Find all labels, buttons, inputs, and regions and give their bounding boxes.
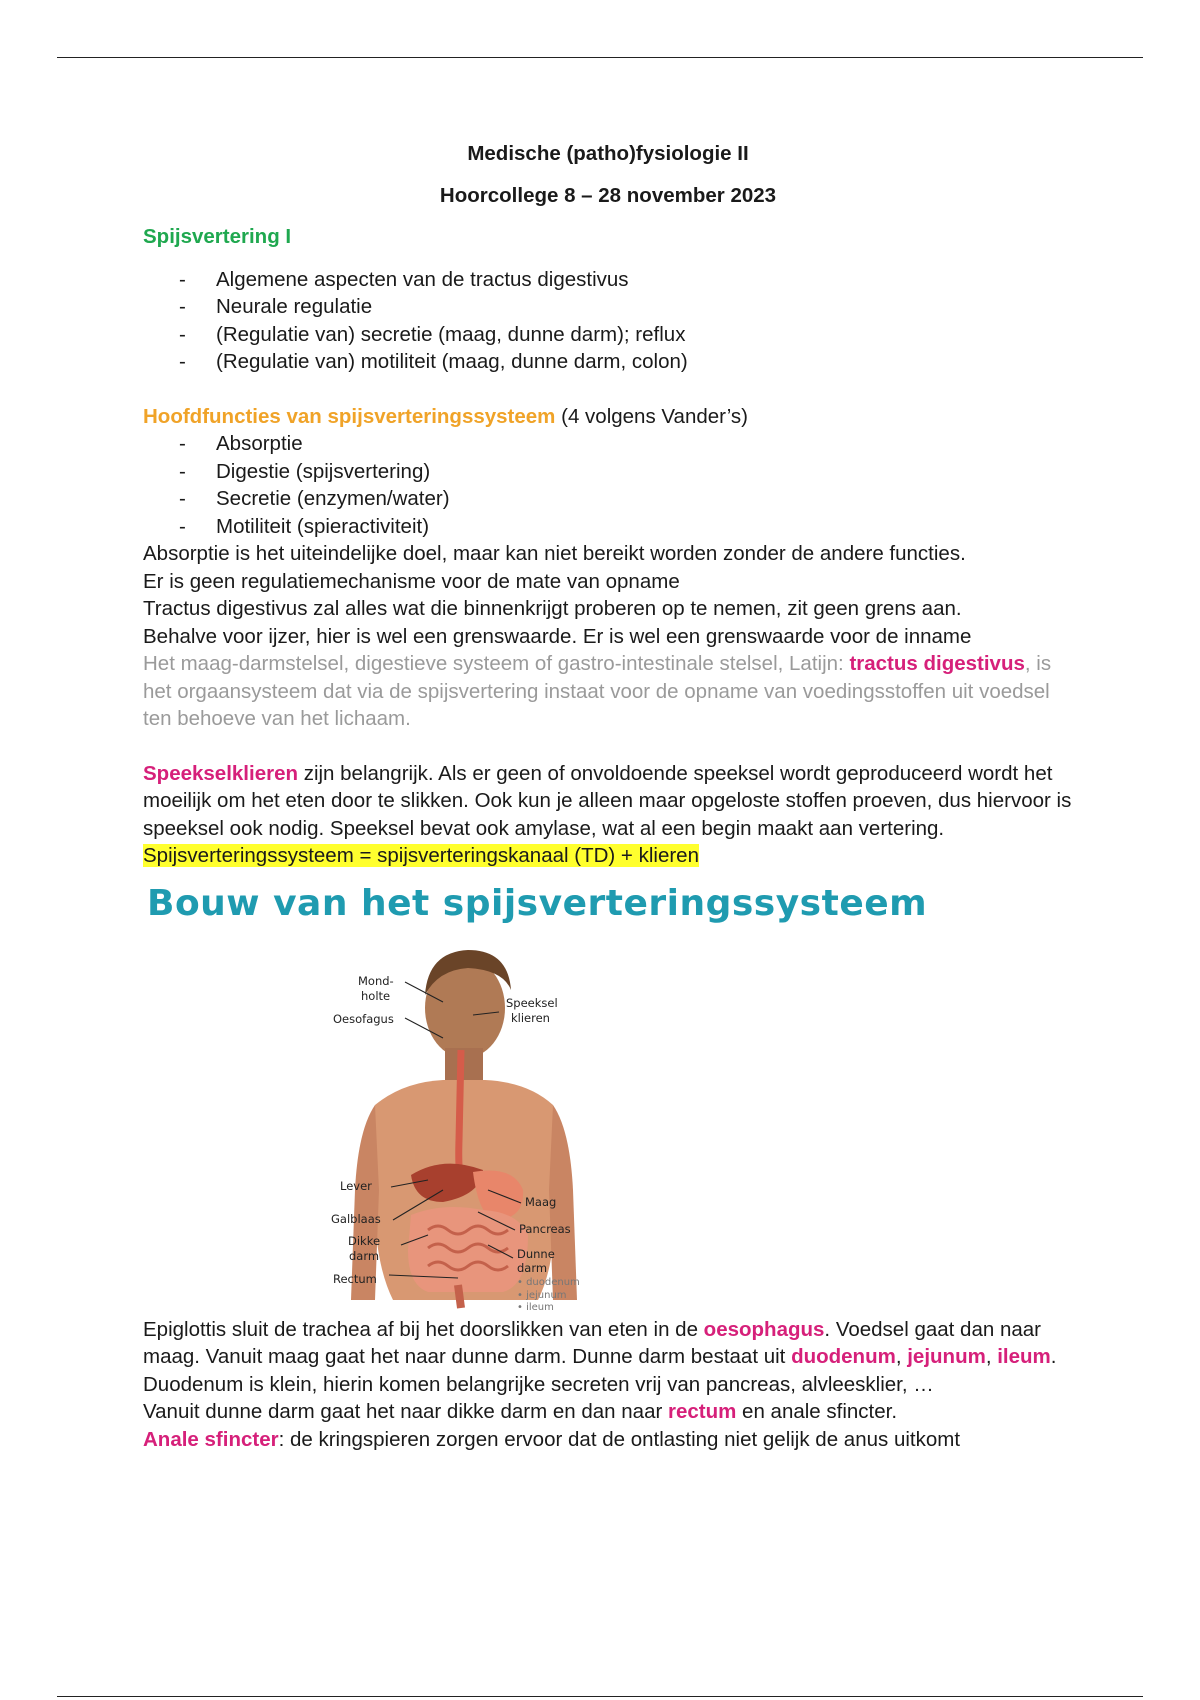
highlighted-text: Spijsverteringssysteem = spijsverteringskanaal (TD) + klieren [143,844,699,867]
paragraph-text: : de kringspieren zorgen ervoor dat de ontlasting niet gelijk de anus uitkomt [278,1427,961,1451]
section-heading-spijsvertering: Spijsvertering I [143,225,292,248]
document-title: Medische (patho)fysiologie II [467,142,749,165]
definition-text: Het maag-darmstelsel, digestieve systeem of gastro-intestinale stelsel, Latijn: [143,652,850,675]
label-galblaas: Galblaas [331,1211,381,1226]
anatomy-figure [143,882,1063,1310]
term-anale-sfincter: Anale sfincter [143,1427,279,1451]
topic-list [143,266,1073,376]
label-oesofagus: Oesofagus [333,1011,394,1026]
definition-text: , is het orgaansysteem dat via de spijsvertering instaat voor de opname van voedingsstoffen uit voedsel ten behoeve van het lichaam. [143,652,1052,730]
list-item: - Motiliteit (spieractiviteit) [143,513,1073,541]
paragraph-text: zijn belangrijk. Als er geen of onvoldoende speeksel wordt geproduceerd wordt het moeilijk om het eten door te slikken. Ook kun je alleen maar opgeloste stoffen proeven, dus hiervoor is speeksel ook nodig. Speeksel bevat ook amylase, wat al een begin maakt aan vertering. [143,761,1072,840]
speekselklieren-paragraph [143,760,1073,843]
list-item: - Secretie (enzymen/water) [143,485,1073,513]
term-duodenum: duodenum [791,1345,896,1368]
paragraph-text: en anale sfincter. [736,1400,898,1423]
text-line: Er is geen regulatiemechanisme voor de mate van opname [143,569,680,593]
term-ileum: ileum [997,1345,1051,1368]
list-item: - Algemene aspecten van de tractus digestivus [143,266,1073,294]
label-speekselklieren: Speeksel [506,995,558,1010]
heading-suffix: (4 volgens Vander’s) [555,404,748,428]
label-speekselklieren: klieren [511,1010,550,1025]
text-line: Behalve voor ijzer, hier is wel een grenswaarde. Er is wel een grenswaarde voor de inname [143,624,972,648]
bottom-rule [57,1696,1143,1697]
label-lever: Lever [340,1178,372,1193]
label-duodenum: • duodenum [517,1276,580,1288]
label-mondholte: holte [361,988,391,1003]
paragraph-text: . Duodenum is klein, hierin komen belangrijke secreten vrij van pancreas, alvleesklier, … [143,1345,1057,1396]
paragraph-text: Epiglottis sluit de trachea af bij het doorslikken van eten in de [143,1317,704,1341]
function-list [143,430,1073,540]
document-subtitle: Hoorcollege 8 – 28 november 2023 [439,183,777,207]
label-mondholte: Mond- [358,973,394,988]
separator: , [985,1345,998,1368]
highlight-line [143,842,1073,870]
paragraph-text: Vanuit dunne darm gaat het naar dikke darm en dan naar [143,1400,668,1423]
term-rectum: rectum [668,1400,737,1423]
digestive-system-illustration [143,882,1063,1310]
term-tractus-digestivus: tractus digestivus [849,652,1025,675]
label-ileum: • ileum [517,1301,554,1310]
label-rectum: Rectum [333,1271,377,1286]
term-oesophagus: oesophagus [703,1317,825,1341]
section-heading-hoofdfuncties: Hoofdfuncties van spijsverteringssysteem [143,404,556,428]
list-item: - Neurale regulatie [143,293,1073,321]
label-dunne-darm: darm [517,1260,548,1275]
sfincter-line [143,1426,1073,1454]
list-item: - (Regulatie van) secretie (maag, dunne darm); reflux [143,321,1073,349]
epiglottis-paragraph [143,1316,1073,1399]
section-heading-hoofdfuncties-line [143,403,1073,431]
paragraph-text: . Voedsel gaat dan naar maag. Vanuit maag gaat het naar dunne darm. Dunne darm bestaat uit [143,1317,1041,1368]
label-jejunum: • jejunum [517,1289,567,1301]
label-dunne-darm: Dunne [517,1246,555,1261]
term-jejunum: jejunum [907,1345,986,1368]
text-line: Tractus digestivus zal alles wat die binnenkrijgt proberen op te nemen, zit geen grens aan. [143,597,962,620]
rectum-line [143,1398,1073,1426]
label-dikke-darm: darm [349,1248,380,1263]
list-item: - Absorptie [143,430,1073,458]
separator: , [895,1345,908,1368]
figure-title: Bouw van het spijsverteringssysteem [147,882,928,924]
label-dikke-darm: Dikke [348,1233,381,1248]
term-speekselklieren: Speekselklieren [143,761,298,785]
label-pancreas: Pancreas [519,1221,571,1236]
text-line: Absorptie is het uiteindelijke doel, maar kan niet bereikt worden zonder de andere functies. [143,542,966,565]
list-item: - (Regulatie van) motiliteit (maag, dunne darm, colon) [143,348,1073,376]
label-maag: Maag [525,1194,557,1209]
document-body [143,140,1073,1453]
list-item: - Digestie (spijsvertering) [143,458,1073,486]
top-rule [57,57,1143,58]
definition-paragraph [143,650,1073,733]
